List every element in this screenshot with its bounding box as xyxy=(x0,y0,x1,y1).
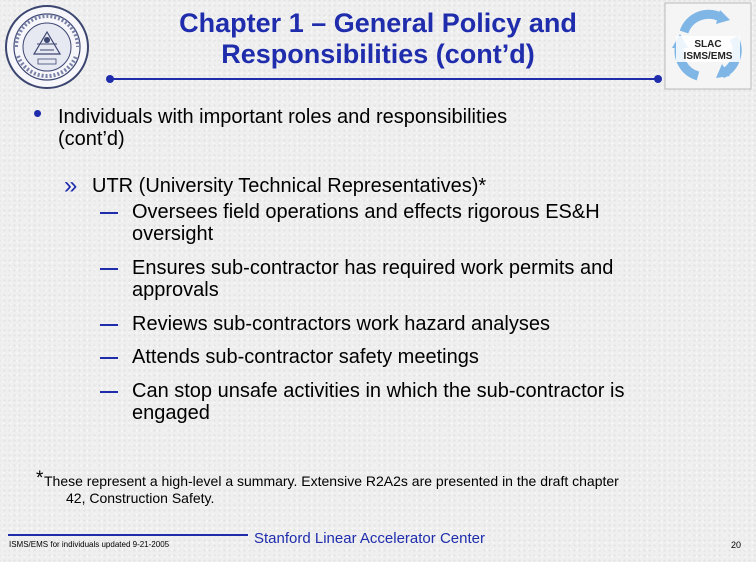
seal-logo xyxy=(4,4,90,90)
dash-icon xyxy=(100,357,118,359)
title-divider xyxy=(104,74,664,84)
title-line-2: Responsibilities (cont’d) xyxy=(221,39,535,69)
sub-heading: UTR (University Technical Representatives)* xyxy=(92,175,487,197)
isms-ems-logo xyxy=(664,2,752,90)
list-item-line: Ensures sub-contractor has required work permits and xyxy=(132,257,614,279)
list-item-line: Attends sub-contractor safety meetings xyxy=(132,346,479,368)
dash-icon xyxy=(100,268,118,270)
footer-left-text: ISMS/EMS for individuals updated 9-21-2005 xyxy=(9,540,170,549)
bullet-text-line-1: Individuals with important roles and responsibilities xyxy=(58,106,508,128)
footer-divider xyxy=(8,534,248,536)
list-item-line: Oversees field operations and effects rigorous ES&H xyxy=(132,201,600,223)
page-title xyxy=(110,8,646,70)
dash-icon xyxy=(100,391,118,393)
footer-center-text: Stanford Linear Accelerator Center xyxy=(254,530,485,547)
logo-text-line-1: SLAC xyxy=(694,39,722,50)
page-number: 20 xyxy=(731,540,742,550)
bullet-dot-icon: • xyxy=(33,98,43,128)
title-line-1: Chapter 1 – General Policy and xyxy=(179,8,577,38)
sub-bullet-marker-icon: » xyxy=(64,172,78,199)
footnote-line-1: These represent a high-level a summary. Extensive R2A2s are presented in the draft chapter xyxy=(44,473,619,489)
footnote-line-2: 42, Construction Safety. xyxy=(66,490,215,506)
list-item-line: Can stop unsafe activities in which the sub-contractor is xyxy=(132,380,625,402)
dash-icon xyxy=(100,212,118,214)
list-item-line: Reviews sub-contractors work hazard analyses xyxy=(132,313,550,335)
dash-icon xyxy=(100,324,118,326)
recycle-arrows-icon xyxy=(664,2,752,90)
list-item-line: oversight xyxy=(132,223,214,245)
bullet-text-line-2: (cont’d) xyxy=(58,128,125,150)
seal-icon xyxy=(4,4,90,90)
logo-text-line-2: ISMS/EMS xyxy=(683,51,733,62)
footnote-star: * xyxy=(36,468,44,489)
list-item-line: engaged xyxy=(132,402,210,424)
list-item-line: approvals xyxy=(132,279,219,301)
